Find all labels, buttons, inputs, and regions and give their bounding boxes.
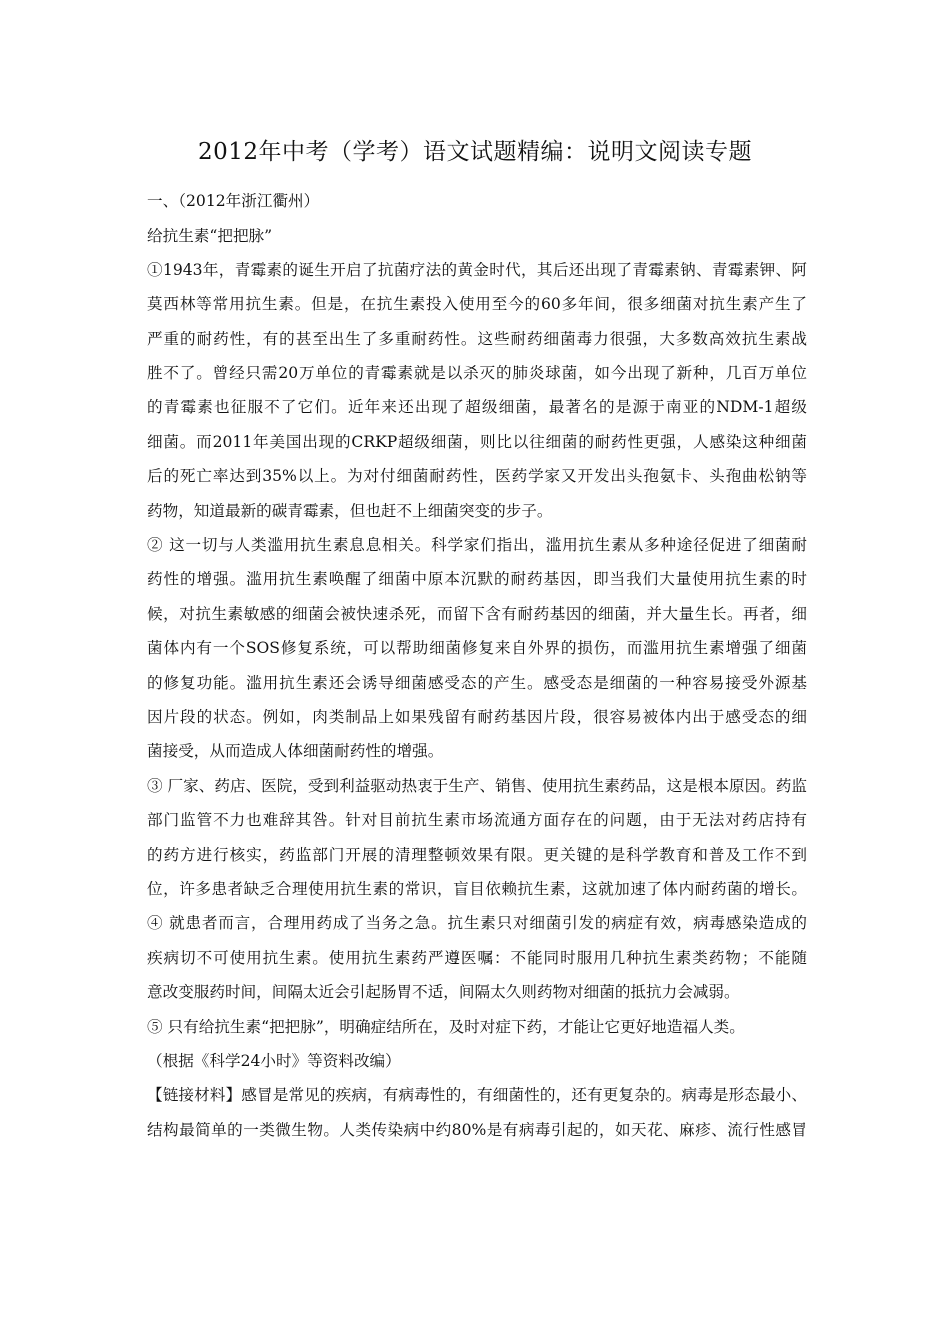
paragraph-line: ② 这一切与人类滥用抗生素息息相关。科学家们指出，滥用抗生素从多种途径促进了细菌耐 — [147, 536, 807, 554]
paragraph-line: 后的死亡率达到35%以上。为对付细菌耐药性，医药学家又开发出头孢氨卡、头孢曲松钠等 — [147, 467, 807, 485]
paragraph-line: 意改变服药时间，间隔太近会引起肠胃不适，间隔太久则药物对细菌的抵抗力会减弱。 — [147, 983, 740, 1001]
paragraph-line: 的青霉素也征服不了它们。近年来还出现了超级细菌，最著名的是源于南亚的NDM-1超级 — [147, 398, 807, 416]
paragraph-line: 严重的耐药性，有的甚至出生了多重耐药性。这些耐药细菌毒力很强，大多数高效抗生素战 — [147, 330, 807, 348]
paragraph-line: 位，许多患者缺乏合理使用抗生素的常识，盲目依赖抗生素，这就加速了体内耐药菌的增长。 — [147, 880, 807, 898]
paragraph-line: 疾病切不可使用抗生素。使用抗生素药严遵医嘱：不能同时服用几种抗生素类药物；不能随 — [147, 949, 807, 967]
article-title: 给抗生素“把把脉” — [147, 227, 273, 245]
paragraph-line: 胜不了。曾经只需20万单位的青霉素就是以杀灭的肺炎球菌，如今出现了新种，几百万单位 — [147, 364, 807, 382]
paragraph-line: 候，对抗生素敏感的细菌会被快速杀死，而留下含有耐药基因的细菌，并大量生长。再者，细 — [147, 605, 807, 623]
paragraph-line: 的修复功能。滥用抗生素还会诱导细菌感受态的产生。感受态是细菌的一种容易接受外源基 — [147, 674, 807, 692]
paragraph-line: 药性的增强。滥用抗生素唤醒了细菌中原本沉默的耐药基因，即当我们大量使用抗生素的时 — [147, 570, 807, 588]
paragraph-line: 菌接受，从而造成人体细菌耐药性的增强。 — [147, 742, 444, 760]
section-heading: 一、（2012年浙江衢州） — [147, 192, 320, 210]
paragraph-line: 因片段的状态。例如，肉类制品上如果残留有耐药基因片段，很容易被体内出于感受态的细 — [147, 708, 807, 726]
paragraph-line: 药物，知道最新的碳青霉素，但也赶不上细菌突变的步子。 — [147, 502, 553, 520]
paragraph-line: ③ 厂家、药店、医院，受到利益驱动热衷于生产、销售、使用抗生素药品，这是根本原因。药监 — [147, 777, 807, 795]
paragraph-line: 菌体内有一个SOS修复系统，可以帮助细菌修复来自外界的损伤，而滥用抗生素增强了细菌 — [147, 639, 807, 657]
link-material-line: 结构最简单的一类微生物。人类传染病中约80%是有病毒引起的，如天花、麻疹、流行性感冒 — [147, 1121, 807, 1139]
page-title: 2012年中考（学考）语文试题精编：说明文阅读专题 — [197, 139, 753, 165]
link-material-line: 【链接材料】感冒是常见的疾病，有病毒性的，有细菌性的，还有更复杂的。病毒是形态最小、 — [147, 1086, 807, 1104]
paragraph-line: 部门监管不力也难辞其咎。针对目前抗生素市场流通方面存在的问题，由于无法对药店持有 — [147, 811, 807, 829]
paragraph-line: 的药方进行核实，药监部门开展的清理整顿效果有限。更关键的是科学教育和普及工作不到 — [147, 846, 807, 864]
paragraph-line: 莫西林等常用抗生素。但是，在抗生素投入使用至今的60多年间，很多细菌对抗生素产生了 — [147, 295, 807, 313]
paragraph-line: ⑤ 只有给抗生素“把把脉”，明确症结所在，及时对症下药，才能让它更好地造福人类。 — [147, 1018, 745, 1036]
paragraph-line: ④ 就患者而言，合理用药成了当务之急。抗生素只对细菌引发的病症有效，病毒感染造成的 — [147, 914, 807, 932]
paragraph-line: ①1943年，青霉素的诞生开启了抗菌疗法的黄金时代，其后还出现了青霉素钠、青霉素钾、阿 — [147, 261, 807, 279]
paragraph-line: 细菌。而2011年美国出现的CRKP超级细菌，则比以往细菌的耐药性更强，人感染这种细菌 — [147, 433, 807, 451]
source-note: （根据《科学24小时》等资料改编） — [147, 1052, 401, 1070]
